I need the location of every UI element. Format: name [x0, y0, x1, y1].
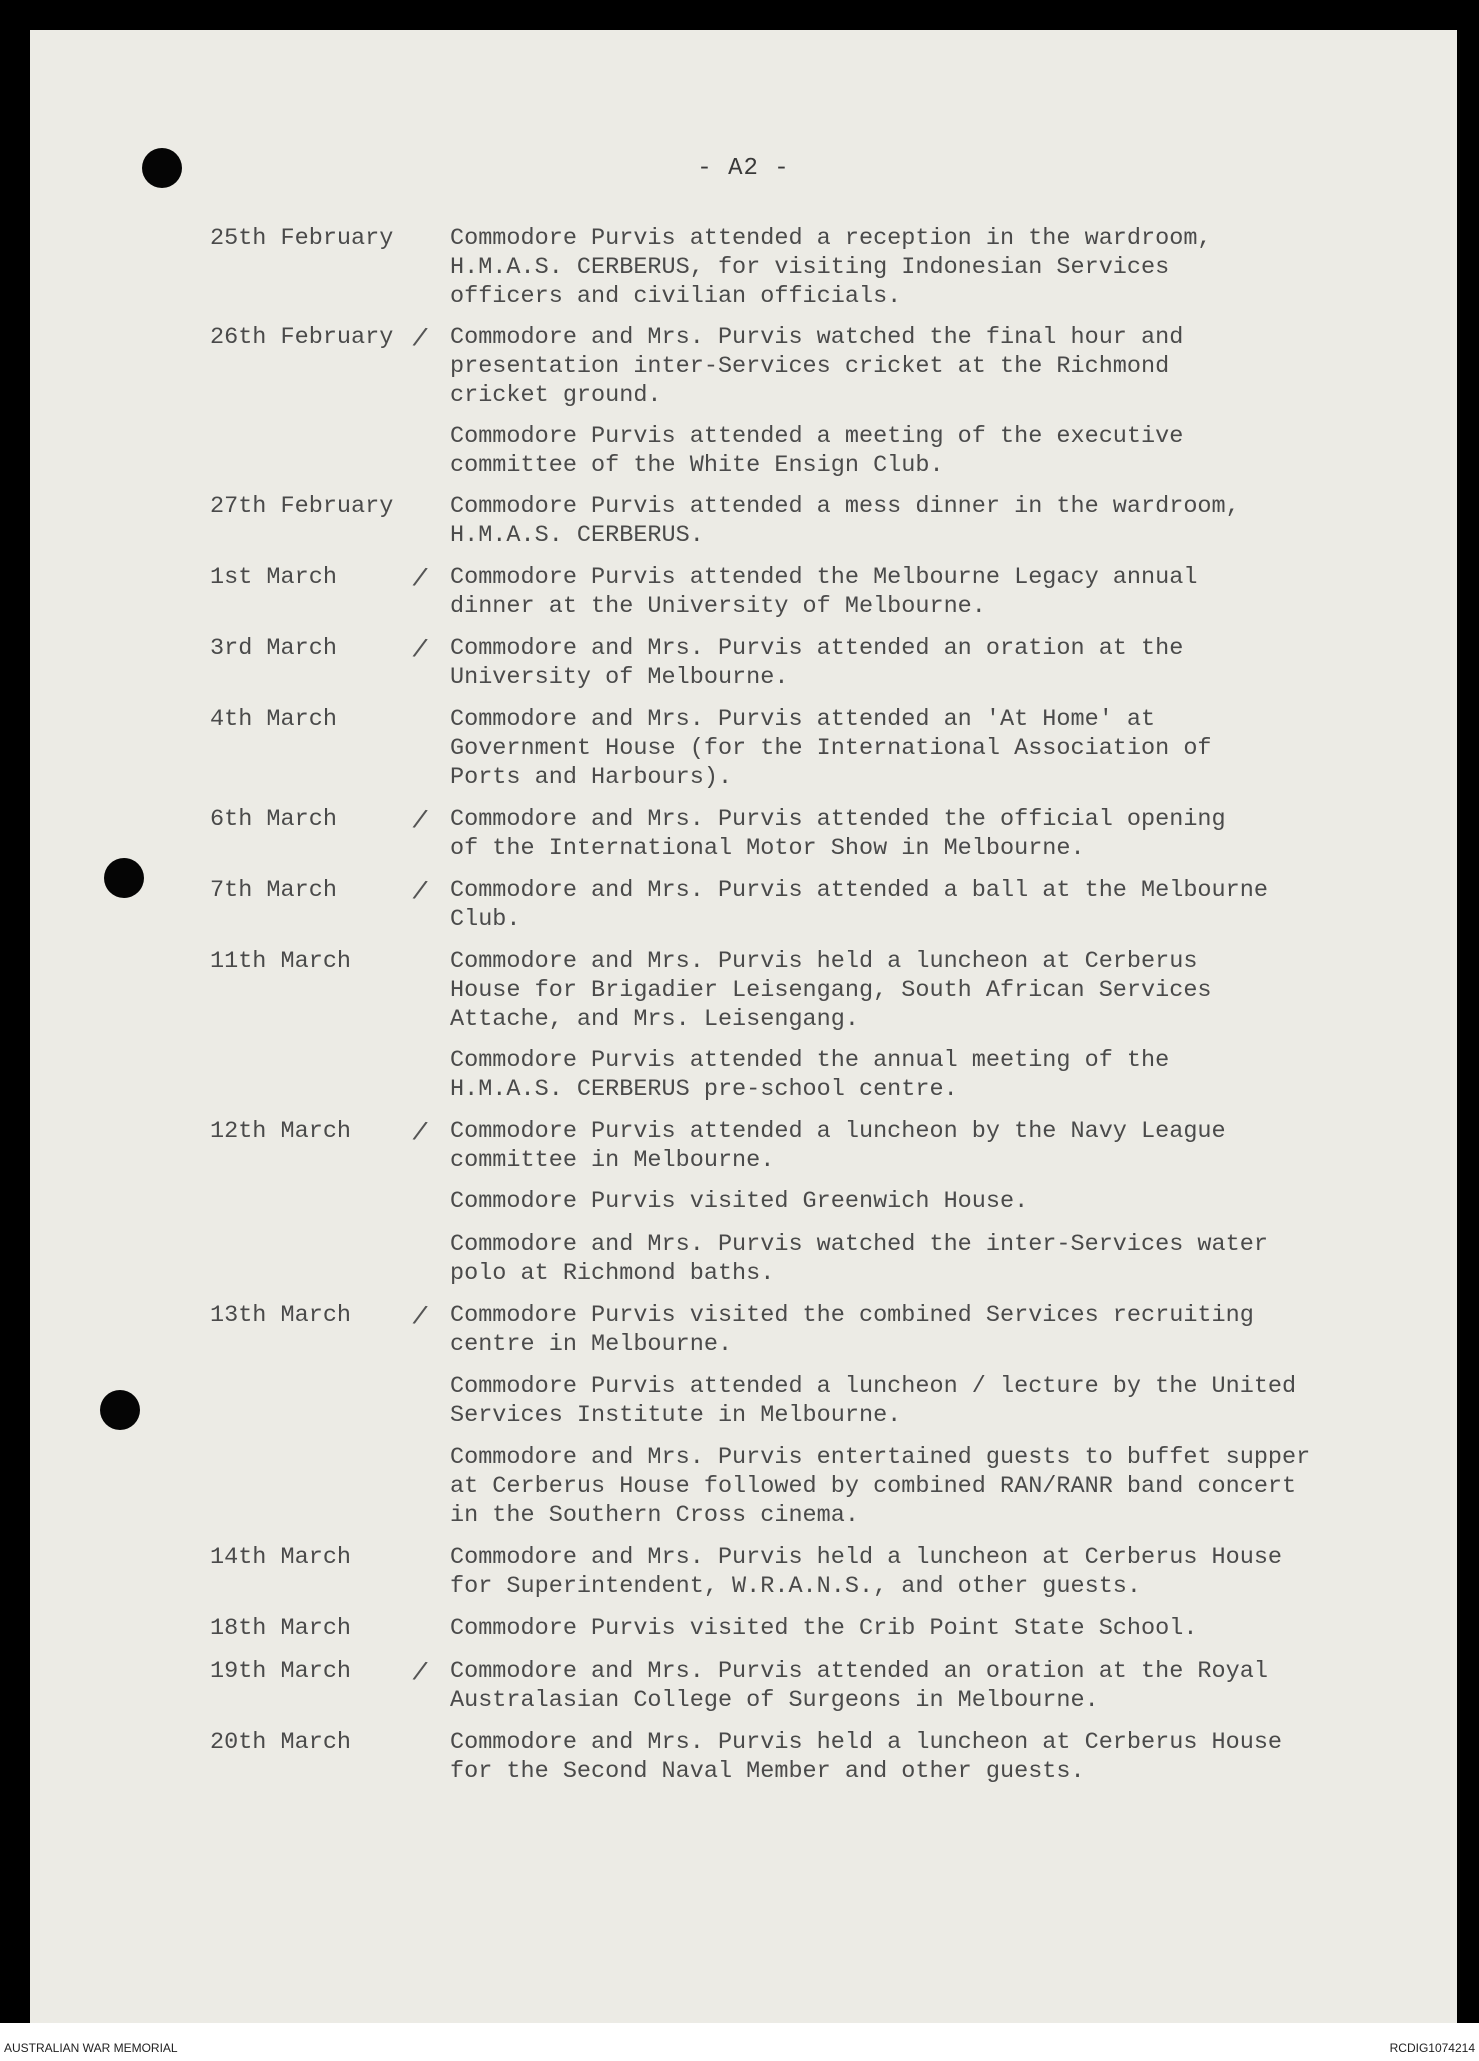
- entry-date: 4th March: [210, 706, 337, 733]
- entry-text: Commodore and Mrs. Purvis attended an 'At Home' at Government House (for the International Association of Ports and Harbours).: [450, 706, 1212, 791]
- entry-text: Commodore Purvis attended a reception in the wardroom, H.M.A.S. CERBERUS, for visiting Indonesian Services officers and civilian officials.: [450, 225, 1212, 310]
- entry-date: 20th March: [210, 1729, 352, 1756]
- entry-text: Commodore Purvis attended the Melbourne Legacy annual dinner at the University of Melbourne.: [450, 564, 1198, 620]
- entry-text: Commodore and Mrs. Purvis held a luncheon at Cerberus House for the Second Naval Member and other guests.: [450, 1729, 1283, 1785]
- entry-text: Commodore Purvis attended a luncheon by the Navy League committee in Melbourne.: [450, 1118, 1226, 1174]
- entry-text: Commodore Purvis attended a meeting of the executive committee of the White Ensign Club.: [450, 423, 1184, 479]
- entry-text: Commodore and Mrs. Purvis held a luncheon at Cerberus House for Superintendent, W.R.A.N.S., and other guests.: [450, 1544, 1283, 1600]
- tick-mark: /: [410, 1301, 430, 1333]
- entry-date: 14th March: [210, 1544, 352, 1571]
- punch-hole: [104, 858, 144, 898]
- entry-text: Commodore Purvis attended a luncheon / lecture by the United Services Institute in Melbourne.: [450, 1373, 1297, 1429]
- entry-text: Commodore and Mrs. Purvis attended the official opening of the International Motor Show in Melbourne.: [450, 806, 1226, 862]
- entry-date: 26th February: [210, 324, 394, 351]
- tick-mark: /: [410, 563, 430, 595]
- punch-hole: [100, 1390, 140, 1430]
- footer-institution: AUSTRALIAN WAR MEMORIAL: [4, 2041, 178, 2055]
- entry-text: Commodore and Mrs. Purvis watched the final hour and presentation inter-Services cricket at the Richmond cricket ground.: [450, 324, 1184, 409]
- tick-mark: /: [410, 805, 430, 837]
- entry-text: Commodore and Mrs. Purvis attended an oration at the Royal Australasian College of Surgeons in Melbourne.: [450, 1658, 1268, 1714]
- entry-text: Commodore and Mrs. Purvis entertained guests to buffet supper at Cerberus House followed by combined RAN/RANR band concert in the Southern Cross cinema.: [450, 1444, 1311, 1529]
- entry-text: Commodore Purvis visited the combined Services recruiting centre in Melbourne.: [450, 1302, 1254, 1358]
- entry-text: Commodore Purvis visited Greenwich House.: [450, 1188, 1029, 1215]
- archive-footer: [0, 2023, 1479, 2061]
- footer-record-id: RCDIG1074214: [1389, 2041, 1475, 2055]
- page-number: - A2 -: [697, 155, 790, 182]
- entry-text: Commodore Purvis attended the annual meeting of the H.M.A.S. CERBERUS pre-school centre.: [450, 1047, 1170, 1103]
- entry-date: 19th March: [210, 1658, 352, 1685]
- entry-text: Commodore and Mrs. Purvis attended a ball at the Melbourne Club.: [450, 877, 1268, 933]
- tick-mark: /: [410, 323, 430, 355]
- entry-text: Commodore and Mrs. Purvis watched the inter-Services water polo at Richmond baths.: [450, 1231, 1268, 1287]
- entry-date: 27th February: [210, 493, 394, 520]
- entry-text: Commodore Purvis visited the Crib Point State School.: [450, 1615, 1198, 1642]
- entry-date: 1st March: [210, 564, 337, 591]
- tick-mark: /: [410, 1657, 430, 1689]
- entry-text: Commodore and Mrs. Purvis held a luncheon at Cerberus House for Brigadier Leisengang, South African Services Attache, and Mrs. Leisengang.: [450, 948, 1212, 1033]
- entry-date: 13th March: [210, 1302, 352, 1329]
- entry-date: 11th March: [210, 948, 352, 975]
- tick-mark: /: [410, 1117, 430, 1149]
- entry-text: Commodore Purvis attended a mess dinner in the wardroom, H.M.A.S. CERBERUS.: [450, 493, 1240, 549]
- tick-mark: /: [410, 634, 430, 666]
- entry-date: 7th March: [210, 877, 337, 904]
- document-page: [30, 30, 1457, 2023]
- entry-date: 18th March: [210, 1615, 352, 1642]
- tick-mark: /: [410, 876, 430, 908]
- entry-date: 3rd March: [210, 635, 337, 662]
- entry-text: Commodore and Mrs. Purvis attended an oration at the University of Melbourne.: [450, 635, 1184, 691]
- entry-date: 25th February: [210, 225, 394, 252]
- entry-date: 6th March: [210, 806, 337, 833]
- entry-date: 12th March: [210, 1118, 352, 1145]
